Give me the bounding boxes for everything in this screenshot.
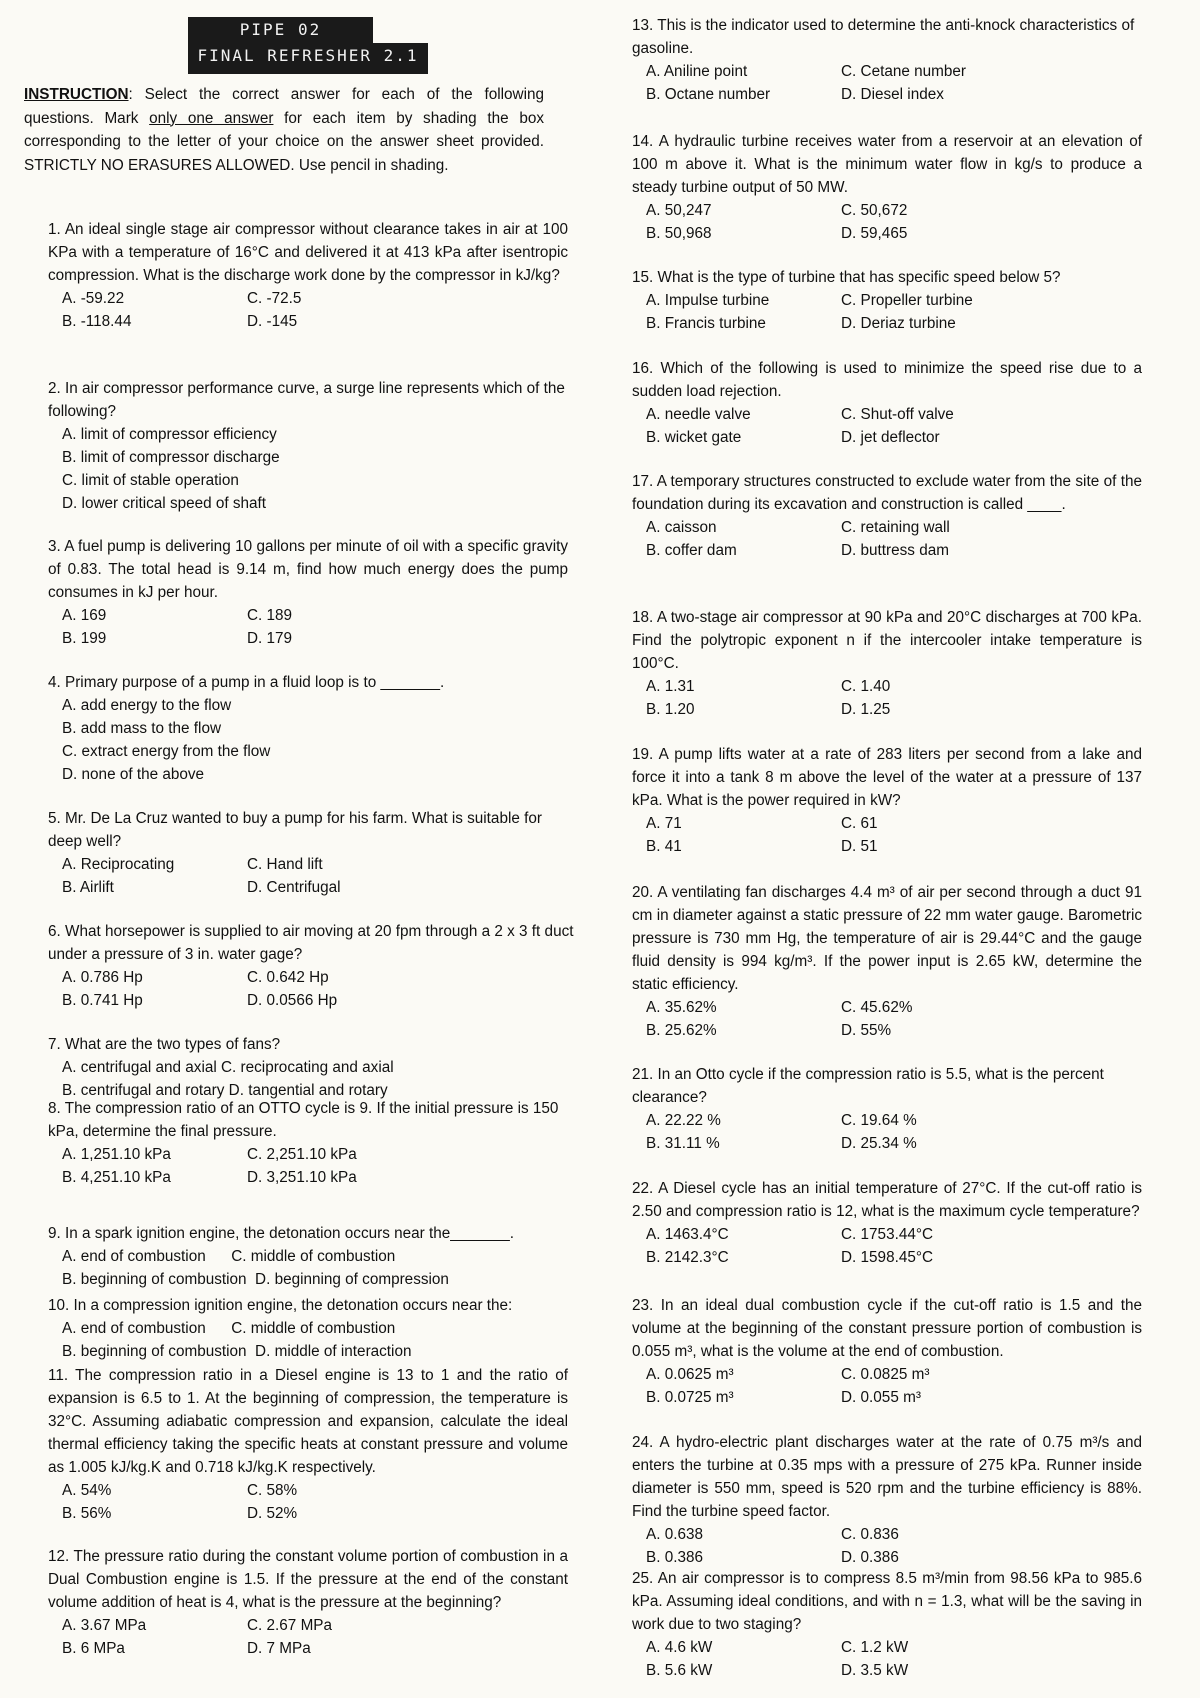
option-a: A. 0.786 Hp [62, 969, 143, 986]
question-2 [48, 377, 568, 515]
option-c: C. 58% [247, 1482, 298, 1499]
question-15 [632, 266, 1152, 335]
option-d: D. 179 [247, 630, 293, 647]
question-text: 20. A ventilating fan discharges 4.4 m³ of air per second through a duct 91 cm in diameter against a static pressure of 22 mm water gauge. Barometric pressure is 730 mm Hg, the temperature of air is 29.44°C and the gauge fluid density is 994 kg/m³. If the power input is 2.65 kW, determine the static efficiency. [632, 884, 1142, 993]
option-c: C. 2,251.10 kPa [247, 1146, 357, 1163]
option-b: B. 6 MPa [62, 1640, 125, 1657]
option-a: A. caisson [646, 519, 717, 536]
question-6 [48, 920, 588, 1012]
option-a: A. 0.0625 m³ [646, 1366, 734, 1383]
instruction-emphasis: only one answer [149, 109, 274, 127]
option-a: A. 1.31 [646, 678, 695, 695]
question-text: 9. In a spark ignition engine, the detonation occurs near the_______. [48, 1225, 515, 1242]
option-a: A. 1463.4°C [646, 1226, 729, 1243]
option-c: C. limit of stable operation [62, 472, 239, 489]
option-a: A. 50,247 [646, 202, 712, 219]
option-b: B. wicket gate [646, 429, 742, 446]
option-b: B. add mass to the flow [62, 720, 221, 737]
option-d: D. 7 MPa [247, 1640, 311, 1657]
option-b: B. 50,968 [646, 225, 712, 242]
question-12 [48, 1545, 568, 1660]
option-a: A. needle valve [646, 406, 751, 423]
option-a-c: A. end of combustion C. middle of combustion [62, 1320, 396, 1337]
question-text: 1. An ideal single stage air compressor without clearance takes in air at 100 KPa with a temperature of 16°C and delivered it at 413 kPa after isentropic compression. What is the discharge work done by the compressor in kJ/kg? [48, 221, 568, 284]
option-b: B. coffer dam [646, 542, 737, 559]
question-9 [48, 1222, 588, 1291]
option-d: D. 3,251.10 kPa [247, 1169, 357, 1186]
option-d: D. -145 [247, 313, 298, 330]
option-a: A. 4.6 kW [646, 1639, 713, 1656]
option-c: C. extract energy from the flow [62, 743, 271, 760]
option-d: D. lower critical speed of shaft [62, 495, 267, 512]
option-c: C. 1.40 [841, 678, 891, 695]
question-19 [632, 743, 1142, 858]
option-b-d: B. beginning of combustion D. middle of interaction [62, 1343, 412, 1360]
option-b: B. 0.386 [646, 1549, 703, 1566]
header-subtitle-box [188, 43, 428, 74]
option-c: C. Cetane number [841, 63, 966, 80]
option-d: D. 0.386 [841, 1549, 899, 1566]
question-text: 8. The compression ratio of an OTTO cycle is 9. If the initial pressure is 150 kPa, determine the final pressure. [48, 1100, 559, 1140]
option-c: C. 0.0825 m³ [841, 1366, 930, 1383]
option-d: D. buttress dam [841, 542, 949, 559]
question-text: 17. A temporary structures constructed to exclude water from the site of the foundation during its excavation and construction is called ____. [632, 473, 1142, 513]
question-11 [48, 1364, 568, 1525]
option-d: D. 51 [841, 838, 878, 855]
question-20 [632, 881, 1142, 1042]
option-a: A. 1,251.10 kPa [62, 1146, 171, 1163]
option-b: B. 31.11 % [646, 1135, 720, 1152]
option-c: C. 189 [247, 607, 293, 624]
option-c: C. Hand lift [247, 856, 323, 873]
option-a: A. Aniline point [646, 63, 748, 80]
question-text: 21. In an Otto cycle if the compression ratio is 5.5, what is the percent clearance? [632, 1066, 1104, 1106]
option-b-d: B. centrifugal and rotary D. tangential and rotary [62, 1082, 388, 1099]
option-a: A. Reciprocating [62, 856, 175, 873]
question-7 [48, 1033, 568, 1102]
question-17 [632, 470, 1142, 562]
option-c: C. 61 [841, 815, 878, 832]
header-line-2: FINAL REFRESHER 2.1 [197, 46, 419, 65]
option-b: B. Octane number [646, 86, 771, 103]
option-b: B. limit of compressor discharge [62, 449, 280, 466]
option-a-c: A. centrifugal and axial C. reciprocating and axial [62, 1059, 394, 1076]
question-text: 3. A fuel pump is delivering 10 gallons per minute of oil with a specific gravity of 0.83. The total head is 9.14 m, find how much energy does the pump consumes in kJ per hour. [48, 538, 568, 601]
instruction-block [24, 83, 544, 177]
option-b: B. 4,251.10 kPa [62, 1169, 171, 1186]
option-c: C. -72.5 [247, 290, 302, 307]
option-b: B. 199 [62, 630, 107, 647]
option-b: B. Airlift [62, 879, 114, 896]
question-22 [632, 1177, 1142, 1269]
option-c: C. 0.642 Hp [247, 969, 329, 986]
option-d: D. none of the above [62, 766, 205, 783]
question-23 [632, 1294, 1142, 1409]
question-text: 6. What horsepower is supplied to air moving at 20 fpm through a 2 x 3 ft duct under a pressure of 3 in. water gage? [48, 923, 574, 963]
question-text: 15. What is the type of turbine that has specific speed below 5? [632, 269, 1061, 286]
question-8 [48, 1097, 578, 1189]
option-b: B. 25.62% [646, 1022, 717, 1039]
question-text: 16. Which of the following is used to minimize the speed rise due to a sudden load rejection. [632, 360, 1142, 400]
option-d: D. Centrifugal [247, 879, 341, 896]
option-d: D. 25.34 % [841, 1135, 917, 1152]
instruction-text-a: : Select the correct answer for each of the following questions. Mark [24, 86, 544, 127]
question-text: 5. Mr. De La Cruz wanted to buy a pump for his farm. What is suitable for deep well? [48, 810, 542, 850]
question-18 [632, 606, 1142, 721]
question-4 [48, 671, 568, 786]
question-text: 19. A pump lifts water at a rate of 283 liters per second from a lake and force it into a tank 8 m above the level of the water at a pressure of 137 kPa. What is the power required in kW? [632, 746, 1142, 809]
option-a: A. 35.62% [646, 999, 717, 1016]
question-text: 22. A Diesel cycle has an initial temperature of 27°C. If the cut-off ratio is 2.50 and compression ratio is 12, what is the maximum cycle temperature? [632, 1180, 1142, 1220]
option-a: A. -59.22 [62, 290, 125, 307]
option-c: C. retaining wall [841, 519, 950, 536]
option-a: A. 0.638 [646, 1526, 703, 1543]
option-c: C. 1753.44°C [841, 1226, 934, 1243]
option-d: D. 59,465 [841, 225, 908, 242]
question-text: 23. In an ideal dual combustion cycle if the cut-off ratio is 1.5 and the volume at the beginning of the constant pressure portion of combustion is 0.055 m³, what is the volume at the end of combustion. [632, 1297, 1142, 1360]
option-b: B. 5.6 kW [646, 1662, 713, 1679]
option-a-c: A. end of combustion C. middle of combustion [62, 1248, 396, 1265]
question-text: 2. In air compressor performance curve, a surge line represents which of the following? [48, 380, 565, 420]
option-b: B. 0.0725 m³ [646, 1389, 734, 1406]
option-c: C. Shut-off valve [841, 406, 954, 423]
question-3 [48, 535, 568, 650]
option-d: D. 1.25 [841, 701, 891, 718]
option-b-d: B. beginning of combustion D. beginning of compression [62, 1271, 449, 1288]
option-b: B. Francis turbine [646, 315, 766, 332]
question-text: 14. A hydraulic turbine receives water from a reservoir at an elevation of 100 m above it. What is the minimum water flow in kg/s to produce a steady turbine output of 50 MW. [632, 133, 1142, 196]
option-c: C. 1.2 kW [841, 1639, 909, 1656]
option-d: D. 0.055 m³ [841, 1389, 921, 1406]
option-c: C. Propeller turbine [841, 292, 973, 309]
question-14 [632, 130, 1142, 245]
header-line-1: PIPE 02 [239, 20, 322, 39]
option-c: C. 19.64 % [841, 1112, 917, 1129]
question-text: 4. Primary purpose of a pump in a fluid loop is to _______. [48, 674, 445, 691]
option-b: B. 1.20 [646, 701, 695, 718]
option-d: D. Deriaz turbine [841, 315, 956, 332]
option-a: A. 22.22 % [646, 1112, 721, 1129]
question-text: 11. The compression ratio in a Diesel engine is 13 to 1 and the ratio of expansion is 6.5 to 1. At the beginning of compression, the temperature is 32°C. Assuming adiabatic compression and expansion, calculate the ideal thermal efficiency taking the specific heats at constant pressure and volume as 1.005 kJ/kg.K and 0.718 kJ/kg.K respectively. [48, 1367, 568, 1476]
question-16 [632, 357, 1142, 449]
instruction-text-b: for each item by shading the box corresponding to the letter of your choice on the answer sheet provided. STRICTLY NO ERASURES ALLOWED. Use pencil in shading. [24, 109, 544, 174]
option-a: A. limit of compressor efficiency [62, 426, 277, 443]
option-d: D. 52% [247, 1505, 298, 1522]
question-5 [48, 807, 568, 899]
option-a: A. 3.67 MPa [62, 1617, 147, 1634]
question-1 [48, 218, 568, 333]
option-d: D. jet deflector [841, 429, 940, 446]
question-text: 18. A two-stage air compressor at 90 kPa and 20°C discharges at 700 kPa. Find the polytropic exponent n if the intercooler intake temperature is 100°C. [632, 609, 1142, 672]
option-d: D. 3.5 kW [841, 1662, 909, 1679]
question-25 [632, 1567, 1142, 1682]
option-c: C. 50,672 [841, 202, 908, 219]
option-a: A. add energy to the flow [62, 697, 232, 714]
question-24 [632, 1431, 1142, 1569]
question-text: 7. What are the two types of fans? [48, 1036, 281, 1053]
instruction-label: INSTRUCTION [24, 86, 129, 103]
option-b: B. 41 [646, 838, 682, 855]
option-b: B. 56% [62, 1505, 112, 1522]
question-21 [632, 1063, 1152, 1155]
option-c: C. 2.67 MPa [247, 1617, 333, 1634]
question-13 [632, 14, 1152, 106]
option-b: B. 0.741 Hp [62, 992, 143, 1009]
option-d: D. Diesel index [841, 86, 944, 103]
option-b: B. -118.44 [62, 313, 132, 330]
option-a: A. 71 [646, 815, 682, 832]
option-a: A. 54% [62, 1482, 112, 1499]
question-text: 24. A hydro-electric plant discharges water at the rate of 0.75 m³/s and enters the turbine at 0.35 mps with a pressure of 275 kPa. Runner inside diameter is 550 mm, speed is 520 rpm and the turbine efficiency is 88%. Find the turbine speed factor. [632, 1434, 1142, 1520]
option-b: B. 2142.3°C [646, 1249, 729, 1266]
question-text: 13. This is the indicator used to determine the anti-knock characteristics of gasoline. [632, 17, 1135, 57]
option-c: C. 45.62% [841, 999, 913, 1016]
question-10 [48, 1294, 588, 1363]
option-d: D. 55% [841, 1022, 892, 1039]
option-a: A. Impulse turbine [646, 292, 770, 309]
question-text: 12. The pressure ratio during the constant volume portion of combustion in a Dual Combustion engine is 1.5. If the pressure at the end of the constant volume addition of heat is 4, what is the pressure at the beginning? [48, 1548, 568, 1611]
question-text: 10. In a compression ignition engine, the detonation occurs near the: [48, 1297, 513, 1314]
option-d: D. 0.0566 Hp [247, 992, 338, 1009]
option-c: C. 0.836 [841, 1526, 899, 1543]
option-d: D. 1598.45°C [841, 1249, 934, 1266]
option-a: A. 169 [62, 607, 107, 624]
question-text: 25. An air compressor is to compress 8.5 m³/min from 98.56 kPa to 985.6 kPa. Assuming ideal conditions, and with n = 1.3, what will be the saving in work due to two staging? [632, 1570, 1142, 1633]
